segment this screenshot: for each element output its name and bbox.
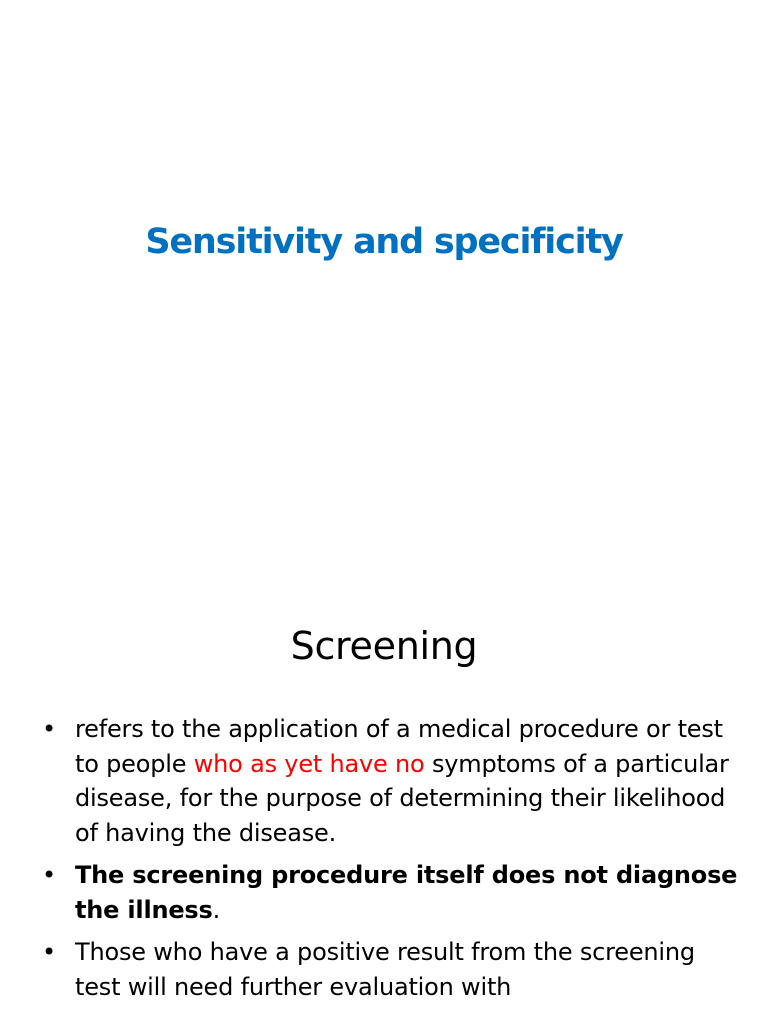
slide-heading: Screening	[290, 624, 478, 668]
bullet-text: refers to the application of a medical procedure or test to people	[75, 715, 723, 778]
bullet-item-not-diagnosis	[42, 858, 742, 927]
bullet-marker: •	[42, 715, 56, 743]
bullet-list	[42, 712, 742, 1012]
bullet-item-definition	[42, 712, 742, 850]
bullet-marker: •	[42, 861, 56, 889]
bullet-text: Those who have a positive result from the screening test will need further evaluation with	[75, 938, 695, 1001]
bullet-text: symptoms of a particular disease, for the purpose of determining their likelihood of having the disease.	[75, 749, 729, 847]
bullet-marker: •	[42, 938, 56, 966]
slide-title-heading: Sensitivity and specificity	[145, 222, 623, 262]
highlighted-text: who as yet have no	[193, 749, 425, 778]
slide-screening	[0, 576, 768, 1024]
bullet-text: .	[212, 895, 221, 924]
bullet-item-positive-result	[42, 935, 742, 1004]
bold-text: The screening procedure itself does not diagnose the illness	[75, 861, 738, 924]
